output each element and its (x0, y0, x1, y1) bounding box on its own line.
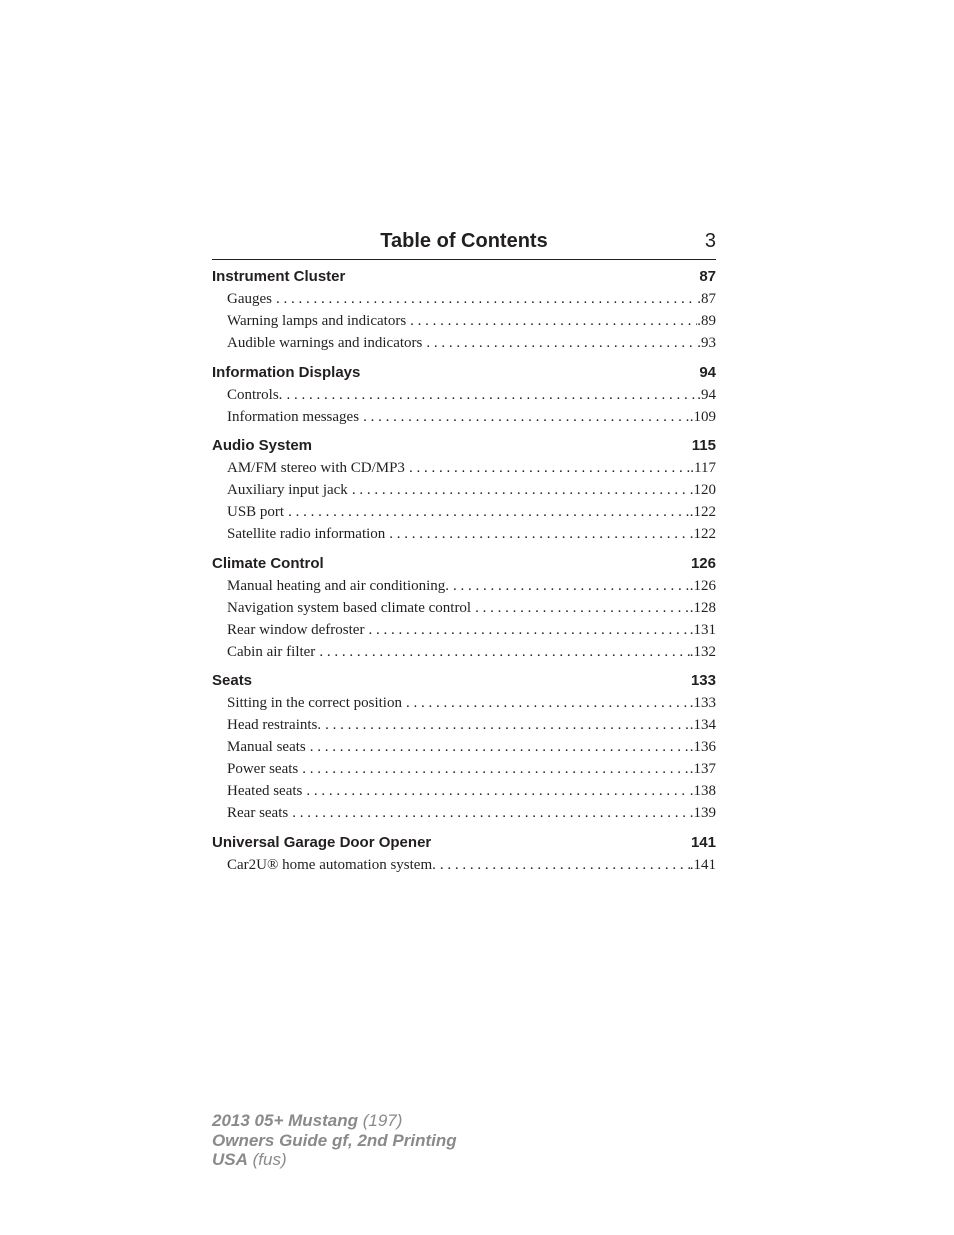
entry-page: .109 (689, 408, 716, 425)
toc-section (212, 832, 716, 876)
toc-entry[interactable] (212, 523, 716, 545)
entry-page: .139 (689, 805, 716, 821)
dot-leader (348, 479, 690, 501)
entry-title: Controls. (227, 386, 283, 403)
section-page: 87 (699, 268, 716, 285)
footer-line-market (212, 1150, 457, 1170)
entry-page: .122 (689, 504, 716, 520)
section-title: Audio System (212, 437, 313, 454)
section-title: Seats (212, 672, 253, 689)
toc-entry[interactable] (212, 854, 716, 876)
entry-page: .117 (690, 460, 716, 476)
entry-page: .131 (689, 621, 716, 638)
toc-section (212, 553, 716, 663)
entry-title: Manual seats (227, 739, 306, 755)
footer-line-guide (212, 1131, 457, 1151)
toc-entry[interactable] (212, 714, 716, 736)
toc-section (212, 670, 716, 824)
entry-page: .120 (689, 482, 716, 498)
footer-model: 2013 05+ Mustang (212, 1111, 358, 1130)
toc-entry[interactable] (212, 310, 716, 332)
toc-entry[interactable] (212, 332, 716, 354)
entry-title: Sitting in the correct position (227, 695, 402, 711)
toc-entry[interactable] (212, 288, 716, 310)
section-header[interactable] (212, 670, 716, 692)
entry-page: .94 (697, 386, 716, 403)
entry-page: .141 (689, 856, 716, 873)
dot-leader (359, 406, 690, 428)
dot-leader (402, 692, 690, 714)
entry-title: AM/FM stereo with CD/MP3 (227, 460, 405, 476)
section-header[interactable] (212, 553, 716, 575)
entry-page: .122 (689, 526, 716, 542)
dot-leader (282, 384, 697, 406)
section-title: Universal Garage Door Opener (212, 833, 432, 851)
toc-entry[interactable] (212, 575, 716, 597)
dot-leader (306, 736, 690, 758)
entry-title: Car2U® home automation system. (227, 856, 436, 873)
dot-leader (449, 575, 690, 597)
dot-leader (302, 780, 689, 802)
entry-page: .89 (697, 313, 716, 329)
section-page: 126 (690, 554, 716, 572)
entry-page: .93 (697, 335, 716, 351)
entry-title: Warning lamps and indicators (227, 313, 407, 329)
section-header[interactable] (212, 832, 716, 854)
dot-leader (405, 457, 690, 479)
dot-leader (315, 641, 689, 663)
section-page: 94 (699, 363, 716, 381)
table-of-contents (212, 266, 716, 883)
section-page: 133 (690, 672, 716, 689)
entry-title: Cabin air filter (227, 643, 316, 660)
toc-entry[interactable] (212, 479, 716, 501)
section-title: Information Displays (212, 363, 361, 381)
section-title: Climate Control (212, 554, 324, 572)
entry-title: Navigation system based climate control (227, 599, 472, 616)
entry-title: Information messages (227, 408, 360, 425)
dot-leader (272, 288, 697, 310)
toc-entry[interactable] (212, 457, 716, 479)
entry-title: Heated seats (227, 783, 303, 799)
dot-leader (284, 501, 690, 523)
dot-leader (321, 714, 690, 736)
section-page: 141 (690, 833, 716, 851)
entry-title: Audible warnings and indicators (227, 335, 423, 351)
page-footer (212, 1111, 457, 1170)
page-number: 3 (704, 230, 716, 252)
entry-title: Head restraints. (227, 717, 322, 733)
toc-entry[interactable] (212, 736, 716, 758)
toc-entry[interactable] (212, 802, 716, 824)
dot-leader (364, 619, 689, 641)
toc-section (212, 266, 716, 354)
section-header[interactable] (212, 435, 716, 457)
toc-entry[interactable] (212, 619, 716, 641)
section-page: 115 (691, 437, 716, 454)
entry-title: USB port (227, 504, 285, 520)
entry-page: .128 (689, 599, 716, 616)
entry-page: .126 (689, 577, 716, 594)
toc-section (212, 435, 716, 545)
page-header (212, 228, 716, 260)
entry-title: Rear window defroster (227, 621, 365, 638)
toc-entry[interactable] (212, 501, 716, 523)
section-header[interactable] (212, 362, 716, 384)
footer-market: USA (212, 1150, 248, 1169)
entry-page: .133 (689, 695, 716, 711)
footer-market-code: (fus) (252, 1150, 287, 1169)
toc-entry[interactable] (212, 384, 716, 406)
dot-leader (288, 802, 690, 824)
entry-page: .134 (689, 717, 716, 733)
footer-line-model (212, 1111, 457, 1131)
entry-page: .87 (697, 291, 716, 307)
footer-guide: Owners Guide gf, 2nd Printing (212, 1130, 457, 1150)
entry-title: Gauges (227, 291, 272, 307)
dot-leader (385, 523, 689, 545)
dot-leader (422, 332, 697, 354)
footer-model-code: (197) (362, 1111, 403, 1130)
dot-leader (298, 758, 690, 780)
entry-title: Satellite radio information (227, 526, 386, 542)
entry-page: .132 (689, 643, 716, 660)
entry-title: Auxiliary input jack (227, 482, 348, 498)
toc-entry[interactable] (212, 641, 716, 663)
entry-title: Power seats (227, 761, 299, 777)
section-title: Instrument Cluster (212, 268, 346, 285)
entry-page: .138 (689, 783, 716, 799)
section-header[interactable] (212, 266, 716, 288)
toc-entry[interactable] (212, 406, 716, 428)
entry-page: .136 (689, 739, 716, 755)
dot-leader (471, 597, 690, 619)
dot-leader (436, 854, 690, 876)
toc-entry[interactable] (212, 692, 716, 714)
toc-entry[interactable] (212, 597, 716, 619)
toc-section (212, 362, 716, 428)
page-title: Table of Contents (380, 230, 548, 252)
entry-page: .137 (689, 761, 716, 777)
entry-title: Rear seats (227, 805, 289, 821)
toc-entry[interactable] (212, 780, 716, 802)
toc-entry[interactable] (212, 758, 716, 780)
entry-title: Manual heating and air conditioning. (227, 577, 450, 594)
dot-leader (406, 310, 697, 332)
